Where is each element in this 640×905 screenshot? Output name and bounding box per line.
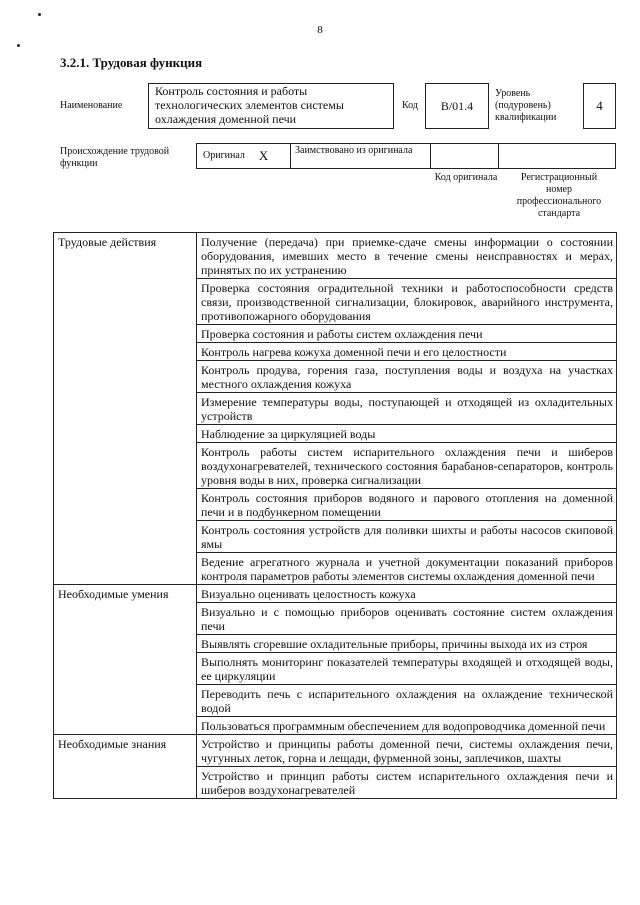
table-cell: Ведение агрегатного журнала и учетной документации показаний приборов контроля параметров работы элементов системы охлаждения доменной печи [197,553,617,585]
borrowed-label: Заимствовано из оригинала [295,145,413,156]
table-cell: Контроль нагрева кожуха доменной печи и его целостности [197,343,617,361]
table-row [54,585,617,603]
table-cell: Выполнять мониторинг показателей температуры входящей и отходящей воды, ее циркуляции [197,653,617,685]
table-cell: Выявлять сгоревшие охладительные приборы, причины выхода их из строя [197,635,617,653]
table-cell: Контроль работы систем испарительного охлаждения печи и шиберов воздухонагревателей, технического состояния барабанов-сепараторов, контроль уровня воды в них, проверка сигнализации [197,443,617,489]
table-cell: Контроль продува, горения газа, поступления воды и воздуха на участках местного охлаждения кожуха [197,361,617,393]
scan-dot [17,44,20,47]
table-cell: Контроль состояния устройств для поливки шихты и работы насосов скиповой ямы [197,521,617,553]
level-box [583,83,616,129]
table-cell: Измерение температуры воды, поступающей и отходящей из охладительных устройств [197,393,617,425]
table-cell: Визуально оценивать целостность кожуха [197,585,617,603]
origin-row [196,143,616,169]
page-number: 8 [317,24,323,36]
level-value: 4 [596,98,603,113]
table-cell: Проверка состояния оградительной техники и работоспособности средств связи, производственной сигнализации, блокировок, аварийного инструмента, противопожарного оборудования [197,279,617,325]
function-name-box [148,83,394,129]
code-box [425,83,489,129]
original-label: Оригинал [203,150,245,161]
code-original-cell [431,144,499,168]
name-label: Наименование [60,100,123,111]
function-table [53,232,617,799]
table-cell: Наблюдение за циркуляцией воды [197,425,617,443]
category-cell: Необходимые умения [54,585,197,735]
table-cell: Получение (передача) при приемке-сдаче смены информации о состоянии оборудования, имевших место в течение смены неисправностях и мерах, принятых по их устранению [197,233,617,279]
origin-original-cell [197,144,291,168]
table-row [54,735,617,767]
table-cell: Устройство и принцип работы систем испарительного охлаждения печи и шиберов воздухонагревателей [197,767,617,799]
function-name-value: Контроль состояния и работы технологических элементов системы охлаждения доменной печи [155,84,344,126]
category-cell: Необходимые знания [54,735,197,799]
table-cell: Визуально и с помощью приборов оценивать состояние систем охлаждения печи [197,603,617,635]
borrowed-cell [291,144,431,168]
table-cell: Переводить печь с испарительного охлаждения на охлаждение технической водой [197,685,617,717]
table-cell: Устройство и принципы работы доменной печи, системы охлаждения печи, чугунных леток, горна и лещади, фурменной зоны, заплечиков, шахты [197,735,617,767]
section-title: 3.2.1. Трудовая функция [60,55,203,70]
origin-label: Происхождение трудовой функции [60,146,170,169]
original-mark: X [258,148,269,163]
code-label: Код [402,100,418,111]
reg-number-label: Регистрационный номер профессионального стандарта [516,172,602,219]
code-original-label: Код оригинала [434,172,498,183]
scan-dot [38,13,41,16]
code-value: B/01.4 [440,98,474,113]
reg-number-cell [499,144,615,168]
category-cell: Трудовые действия [54,233,197,585]
table-cell: Проверка состояния и работы систем охлаждения печи [197,325,617,343]
table-cell: Контроль состояния приборов водяного и парового отопления на доменной печи и в подбункерном помещении [197,489,617,521]
level-label: Уровень (подуровень) квалификации [495,88,557,123]
table-cell: Пользоваться программным обеспечением для водопроводчика доменной печи [197,717,617,735]
table-row [54,233,617,279]
